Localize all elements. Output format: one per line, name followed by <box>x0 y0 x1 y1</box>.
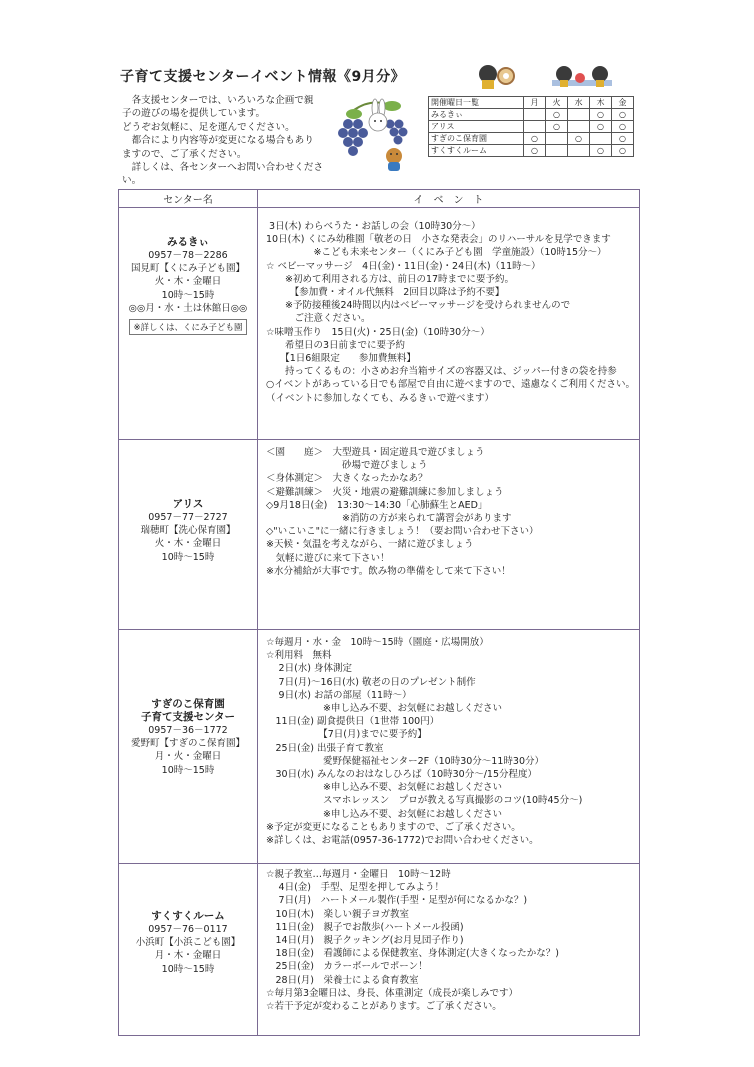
event-line: ※申し込み不要、お気軽にお越しください <box>266 808 502 820</box>
event-line: ＜身体測定＞ 大きくなったかなあ？ <box>266 473 428 485</box>
center-row-mirukii <box>119 208 640 440</box>
table-cell <box>568 145 590 157</box>
center-row-alice <box>119 440 640 630</box>
center-days: 火・木・金曜日 <box>154 538 222 550</box>
event-line: ◇"いこいこ"に一緒に行きましょう！（要お問い合わせ下さい） <box>266 526 539 538</box>
center-days: 月・木・金曜日 <box>154 950 222 962</box>
event-line: 28日(月) 栄養士による食育教室 <box>266 974 419 986</box>
event-table <box>118 189 640 1036</box>
center-days: 火・木・金曜日 <box>154 276 222 288</box>
event-line: ＜園 庭＞ 大型遊具・固定遊具で遊びましょう <box>266 447 485 458</box>
event-line: 11日(金) 親子でお散歩(ハートメール投函) <box>266 921 464 933</box>
table-cell: ○ <box>568 133 590 145</box>
event-line: ☆利用料 無料 <box>266 650 332 662</box>
event-line: ☆毎週月・水・金 10時～15時（園庭・広場開放） <box>266 637 489 648</box>
table-cell: ○ <box>546 109 568 121</box>
event-line: 11日(金) 副食提供日（1世帯 100円） <box>266 716 440 728</box>
table-cell <box>524 109 546 121</box>
event-line: ※申し込み不要、お気軽にお越しください <box>266 703 502 715</box>
center-hours: 10時～15時 <box>161 289 215 301</box>
center-phone: 0957－77－2727 <box>148 512 228 523</box>
table-row <box>429 145 634 157</box>
characters-illustration <box>474 60 624 92</box>
event-line: 10日(木) くにみ幼稚園「敬老の日 小さな発表会」のリハーサルを見学できます <box>266 234 611 246</box>
table-cell <box>524 121 546 133</box>
event-line: ※申し込み不要、お気軽にお越しください <box>266 782 502 794</box>
table-cell: ○ <box>612 109 634 121</box>
event-line: 【参加費・オイル代無料 2回目以降は予約不要】 <box>266 287 505 299</box>
intro-line: ますので、ご了承ください。 <box>122 148 247 160</box>
event-list <box>258 630 640 864</box>
event-line: ☆毎月第3金曜日は、身長、体重測定（成長が楽しみです） <box>266 987 519 999</box>
table-cell <box>590 133 612 145</box>
event-line: ☆親子教室…毎週月・金曜日 10時～12時 <box>266 869 451 880</box>
event-line: スマホレッスン プロが教える写真撮影のコツ(10時45分～) <box>266 795 583 807</box>
event-line: ※水分補給が大事です。飲み物の準備をして来て下さい！ <box>266 565 511 577</box>
table-row <box>429 133 634 145</box>
table-header-cell: 火 <box>546 97 568 109</box>
center-days: 月・火・金曜日 <box>154 751 222 763</box>
event-line: ※予防接種後24時間以内はベビーマッサージを受けられませんので <box>266 300 571 312</box>
center-location: 小浜町【小浜こども園】 <box>135 937 241 949</box>
event-line: 4日(金) 手型、足型を押してみよう！ <box>266 882 444 894</box>
event-line: 25日(金) カラーボールでポーン！ <box>266 961 428 973</box>
event-line: 30日(水) みんなのおはなしひろば（10時30分～/15分程度） <box>266 769 537 781</box>
event-list <box>258 208 640 440</box>
center-name: すくすくルーム <box>151 910 225 922</box>
table-cell: ○ <box>590 109 612 121</box>
intro-line: い。 <box>122 175 142 187</box>
intro-text <box>122 94 332 188</box>
table-header-cell: 水 <box>568 97 590 109</box>
center-info <box>119 864 258 1036</box>
center-hours: 10時～15時 <box>161 963 215 975</box>
event-line: 7日(月) ハートメール製作(手型・足型が何になるかな？) <box>266 895 528 907</box>
event-line: 気軽に遊びに来て下さい！ <box>266 552 390 564</box>
event-line: ○イベントがあっている日でも部屋で自由に遊べますので、遠慮なくご利用ください。 <box>266 379 636 391</box>
center-row-sukusuku <box>119 864 640 1036</box>
table-row <box>429 97 634 109</box>
table-cell: アリス <box>429 121 524 133</box>
table-row <box>429 109 634 121</box>
center-row-suginoko <box>119 630 640 864</box>
center-info <box>119 440 258 630</box>
intro-line: 子の遊びの場を提供しています。 <box>122 108 266 120</box>
event-list <box>258 864 640 1036</box>
event-line: 【7日(月)までに要予約】 <box>266 729 427 741</box>
table-header-cell: 金 <box>612 97 634 109</box>
table-cell: ○ <box>612 145 634 157</box>
table-header-cell: 月 <box>524 97 546 109</box>
event-line: ◇9月18日(金) 13:30～14:30「心肺蘇生とAED」 <box>266 499 488 511</box>
event-list <box>258 440 640 630</box>
event-header: イ ベ ン ト <box>258 190 640 208</box>
center-header: センター名 <box>119 190 258 208</box>
table-cell <box>568 121 590 133</box>
intro-line: 各支援センターでは、いろいろな企画で親 <box>122 95 314 106</box>
center-phone: 0957－78－2286 <box>148 250 228 261</box>
table-header-row <box>119 190 640 208</box>
intro-line: どうぞお気軽に、足を運んでください。 <box>122 121 295 133</box>
table-header-cell: 開催曜日一覧 <box>429 97 524 109</box>
event-line: ※初めて利用される方は、前日の17時までに要予約。 <box>266 273 515 285</box>
intro-line: 都合により内容等が変更になる場合もあり <box>122 135 314 147</box>
center-hours: 10時～15時 <box>161 551 215 563</box>
table-cell: ○ <box>546 121 568 133</box>
center-hours: 10時～15時 <box>161 764 215 776</box>
table-cell: みるきぃ <box>429 109 524 121</box>
center-info <box>119 208 258 440</box>
center-location: 愛野町【すぎのこ保育園】 <box>130 738 245 750</box>
event-line: 25日(金) 出張子育て教室 <box>266 742 384 754</box>
table-cell <box>546 145 568 157</box>
event-line: 砂場で遊びましょう <box>266 460 428 472</box>
event-line: ご注意ください。 <box>266 313 371 325</box>
table-cell: ○ <box>590 121 612 133</box>
table-cell: すぎのこ保育園 <box>429 133 524 145</box>
table-header-cell: 木 <box>590 97 612 109</box>
event-line: 7日(月)～16日(水) 敬老の日のプレゼント制作 <box>266 676 476 688</box>
event-line: 愛野保健福祉センター2F（10時30分～11時30分） <box>266 755 544 767</box>
grapes-illustration <box>334 88 420 174</box>
event-line: ※天候・気温を考えながら、一緒に遊びましょう <box>266 539 474 551</box>
event-line: 希望日の3日前までに要予約 <box>266 339 406 351</box>
center-note: ※詳しくは、くにみ子ども園 <box>129 319 246 335</box>
event-line: ※詳しくは、お電話(0957-36-1772)でお問い合わせください。 <box>266 835 539 847</box>
event-line: （イベントに参加しなくても、みるきぃで遊べます） <box>266 392 495 404</box>
event-line: ＜避難訓練＞ 火災・地震の避難訓練に参加しましょう <box>266 486 504 498</box>
event-line: 3日(木) わらべうた・お話しの会（10時30分～） <box>266 221 481 232</box>
table-cell <box>546 133 568 145</box>
table-cell: ○ <box>590 145 612 157</box>
event-line: ※消防の方が来られて講習会があります <box>266 513 512 525</box>
center-name: すぎのこ保育園 子育て支援センター <box>140 698 236 723</box>
table-cell: すくすくルーム <box>429 145 524 157</box>
event-line: 9日(水) お話の部屋（11時～） <box>266 689 412 701</box>
event-line: ☆味噌玉作り 15日(火)・25日(金)（10時30分～） <box>266 326 490 338</box>
event-line: ☆若干予定が変わることがあります。ご了承ください。 <box>266 1001 502 1013</box>
event-line: 18日(金) 看護師による保健教室、身体測定(大きくなったかな？) <box>266 948 559 960</box>
center-phone: 0957－36－1772 <box>148 725 228 736</box>
table-cell: ○ <box>612 121 634 133</box>
center-location: 国見町【くにみ子ども園】 <box>130 263 245 275</box>
center-closed-days: ◎◎月・水・土は休館日◎◎ <box>128 302 248 314</box>
table-cell: ○ <box>524 145 546 157</box>
event-line: 2日(水) 身体測定 <box>266 663 352 675</box>
center-name: アリス <box>172 498 204 510</box>
event-line: 【1日6組限定 参加費無料】 <box>266 353 416 365</box>
center-name: みるきぃ <box>167 236 209 248</box>
center-info <box>119 630 258 864</box>
event-line: 10日(木) 楽しい親子ヨガ教室 <box>266 908 410 920</box>
center-phone: 0957－76－0117 <box>148 924 228 935</box>
table-row <box>429 121 634 133</box>
table-cell: ○ <box>612 133 634 145</box>
intro-line: 詳しくは、各センターへお問い合わせくださ <box>122 162 324 174</box>
event-line: ☆ ベビーマッサージ 4日(金)・11日(金)・24日(木)（11時～） <box>266 260 541 272</box>
event-line: 14日(月) 親子クッキング(お月見団子作り) <box>266 935 464 947</box>
opening-days-table <box>428 96 634 157</box>
table-cell: ○ <box>524 133 546 145</box>
event-line: ※予定が変更になることもありますので、ご了承ください。 <box>266 821 521 833</box>
page-title: 子育て支援センターイベント情報《9月分》 <box>120 69 406 85</box>
event-line: 持ってくるもの：小さめお弁当箱サイズの容器又は、ジッパー付きの袋を持参 <box>266 366 617 378</box>
center-location: 瑞穂町【洗心保育園】 <box>140 525 236 537</box>
table-cell <box>568 109 590 121</box>
event-line: ※こども未来センター（くにみ子ども園 学童施設）（10時15分～） <box>266 247 607 259</box>
